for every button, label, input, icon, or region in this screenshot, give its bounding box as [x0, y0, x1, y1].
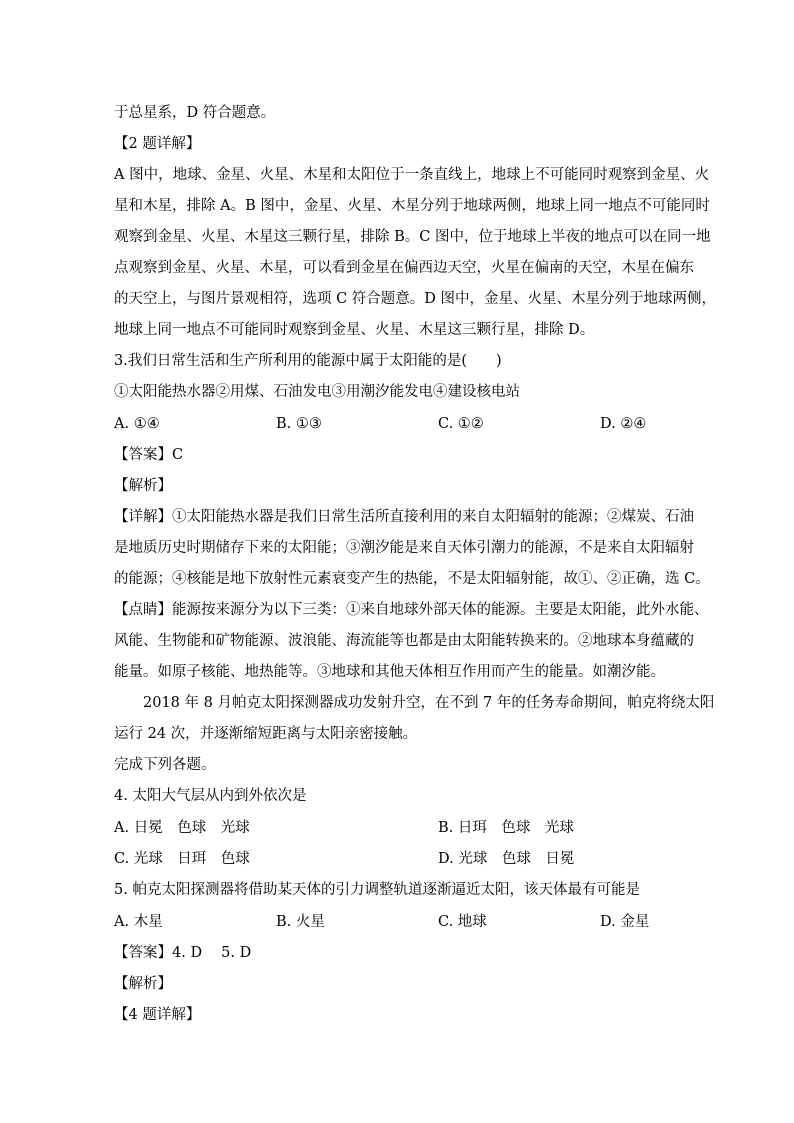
passage-line: 2018 年 8 月帕克太阳探测器成功发射升空，在不到 7 年的任务寿命期间，帕克将绕太阳	[143, 695, 715, 711]
q3-option-c: C. ①②	[438, 416, 484, 432]
q5-option-c: C. 地球	[438, 914, 487, 930]
answer-label: 【答案】4. D 5. D	[114, 945, 252, 961]
q4-option-c: C. 光球 日珥 色球	[114, 851, 250, 867]
question-3: 3.我们日常生活和生产所利用的能源中属于太阳能的是( )	[114, 353, 502, 369]
passage-line: 运行 24 次，并逐渐缩短距离与太阳亲密接触。	[114, 726, 418, 742]
text-line: 于总星系，D 符合题意。	[114, 105, 276, 121]
text-line: 星和木星，排除 A。B 图中，金星、火星、木星分列于地球两侧，地球上同一地点不可能同时	[114, 198, 710, 214]
q3-option-a: A. ①④	[114, 416, 160, 432]
q3-option-b: B. ①③	[276, 416, 322, 432]
question-5: 5. 帕克太阳探测器将借助某天体的引力调整轨道逐渐逼近太阳，该天体最有可能是	[114, 882, 640, 898]
text-line: 【详解】①太阳能热水器是我们日常生活所直接利用的来自太阳辐射的能源；②煤炭、石油	[114, 509, 694, 525]
q5-option-a: A. 木星	[114, 914, 163, 930]
answer-label: 【答案】C	[114, 447, 184, 463]
question-3-items: ①太阳能热水器②用煤、石油发电③用潮汐能发电④建设核电站	[114, 384, 520, 400]
text-line: 地球上同一地点不可能同时观察到金星、火星、木星这三颗行星，排除 D。	[114, 322, 595, 338]
text-line: 观察到金星、火星、木星这三颗行星，排除 B。C 图中，位于地球上半夜的地点可以在同一地	[114, 229, 711, 245]
section-heading: 【2 题详解】	[114, 136, 201, 152]
question-4: 4. 太阳大气层从内到外依次是	[114, 788, 307, 804]
q5-option-d: D. 金星	[600, 914, 650, 930]
q5-option-b: B. 火星	[276, 914, 325, 930]
q4-option-b: B. 日珥 色球 光球	[438, 820, 574, 836]
q4-option-a: A. 日冕 色球 光球	[114, 820, 250, 836]
analysis-heading: 【解析】	[114, 478, 172, 494]
text-line: 风能、生物能和矿物能源、波浪能、海流能等也都是由太阳能转换来的。②地球本身蕴藏的	[114, 633, 694, 649]
q3-option-d: D. ②④	[600, 416, 647, 432]
text-line: 点观察到金星、火星、木星，可以看到金星在偏西边天空，火星在偏南的天空，木星在偏东	[114, 260, 694, 276]
analysis-heading: 【解析】	[114, 976, 172, 992]
section-heading: 【4 题详解】	[114, 1007, 201, 1023]
text-line: 的天空上，与图片景观相符，选项 C 符合题意。D 图中，金星、火星、木星分列于地球两侧，	[114, 291, 717, 307]
q4-option-d: D. 光球 色球 日冕	[438, 851, 575, 867]
text-line: A 图中，地球、金星、火星、木星和太阳位于一条直线上，地球上不可能同时观察到金星、火	[114, 167, 710, 183]
instruction-line: 完成下列各题。	[114, 757, 216, 773]
text-line: 能量。如原子核能、地热能等。③地球和其他天体相互作用而产生的能量。如潮汐能。	[114, 664, 665, 680]
text-line: 是地质历史时期储存下来的太阳能；③潮汐能是来自天体引潮力的能源，不是来自太阳辐射	[114, 540, 694, 556]
text-line: 的能源；④核能是地下放射性元素衰变产生的热能，不是太阳辐射能，故①、②正确，选 C。	[114, 571, 710, 587]
text-line: 【点睛】能源按来源分为以下三类：①来自地球外部天体的能源。主要是太阳能，此外水能、	[114, 602, 709, 618]
